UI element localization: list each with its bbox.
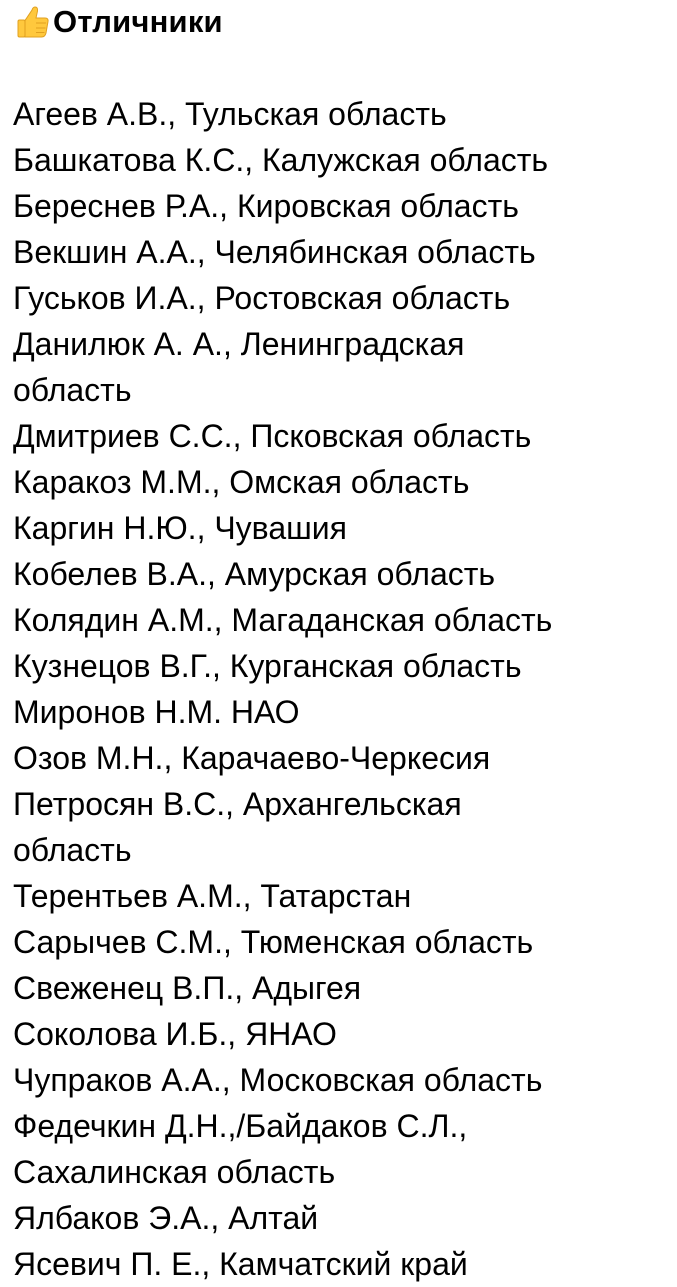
list-item: Сарычев С.М., Тюменская область	[13, 924, 534, 960]
list-item: Кузнецов В.Г., Курганская область	[13, 648, 522, 684]
list-item: Дмитриев С.С., Псковская область	[13, 418, 532, 454]
list-item: Векшин А.А., Челябинская область	[13, 234, 536, 270]
list-item: Ясевич П. Е., Камчатский край	[13, 1246, 468, 1282]
list-item: Миронов Н.М. НАО	[13, 694, 300, 730]
list-item: Ялбаков Э.А., Алтай	[13, 1200, 319, 1236]
list-item: область	[13, 832, 132, 868]
list-item: Башкатова К.С., Калужская область	[13, 142, 549, 178]
message-body	[13, 0, 673, 1282]
thumbs-up-icon	[15, 4, 51, 40]
list-item: Сахалинская область	[13, 1154, 336, 1190]
honor-list	[13, 91, 552, 1287]
list-item: область	[13, 372, 132, 408]
list-item: Озов М.Н., Карачаево-Черкесия	[13, 740, 491, 776]
message-title: Отличники	[53, 4, 223, 39]
list-item: Береснев Р.А., Кировская область	[13, 188, 519, 224]
list-item: Чупраков А.А., Московская область	[13, 1062, 543, 1098]
list-item: Соколова И.Б., ЯНАО	[13, 1016, 337, 1052]
list-item: Каракоз М.М., Омская область	[13, 464, 470, 500]
list-item: Терентьев А.М., Татарстан	[13, 878, 412, 914]
list-item: Колядин А.М., Магаданская область	[13, 602, 553, 638]
list-item: Петросян В.С., Архангельская	[13, 786, 462, 822]
list-item: Агеев А.В., Тульская область	[13, 96, 447, 132]
list-item: Гуськов И.А., Ростовская область	[13, 280, 511, 316]
list-item: Каргин Н.Ю., Чувашия	[13, 510, 347, 546]
list-item: Кобелев В.А., Амурская область	[13, 556, 496, 592]
list-item: Свеженец В.П., Адыгея	[13, 970, 362, 1006]
list-item: Федечкин Д.Н.,/Байдаков С.Л.,	[13, 1108, 468, 1144]
message-header	[13, 0, 673, 44]
list-item: Данилюк А. А., Ленинградская	[13, 326, 465, 362]
